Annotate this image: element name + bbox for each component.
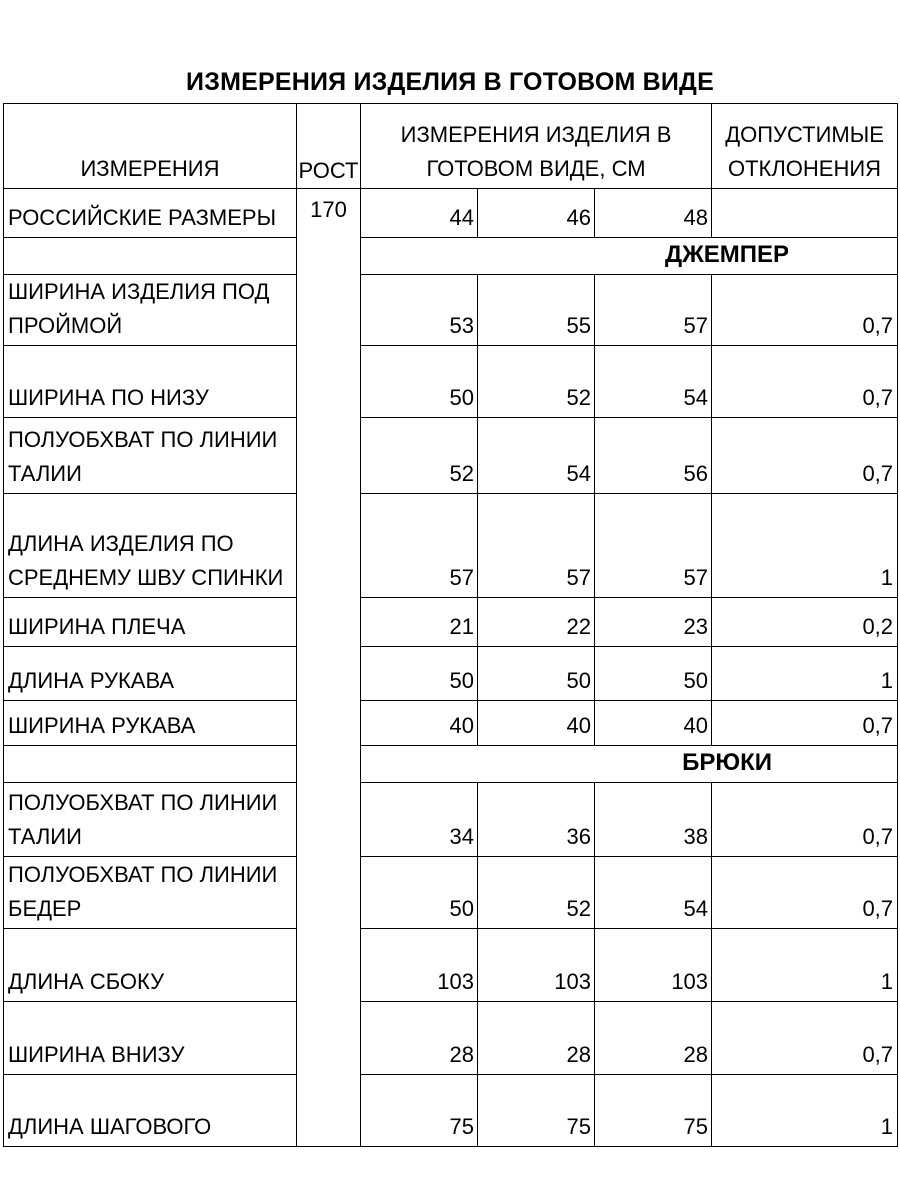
size-46: 46 <box>478 189 595 238</box>
value-cell: 28 <box>595 1002 712 1075</box>
value-cell: 75 <box>595 1075 712 1147</box>
value-cell: 28 <box>361 1002 478 1075</box>
value-cell: 40 <box>478 701 595 746</box>
table-row <box>4 1002 898 1075</box>
row-label: ШИРИНА ПЛЕЧА <box>4 598 297 647</box>
value-cell: 40 <box>595 701 712 746</box>
row-label: ДЛИНА РУКАВА <box>4 647 297 701</box>
value-cell: 75 <box>361 1075 478 1147</box>
row-label: ПОЛУОБХВАТ ПО ЛИНИИ ТАЛИИ <box>4 418 297 494</box>
value-cell: 40 <box>361 701 478 746</box>
row-label: ШИРИНА ВНИЗУ <box>4 1002 297 1075</box>
sizes-row <box>4 189 898 238</box>
value-cell: 50 <box>478 647 595 701</box>
value-cell: 23 <box>595 598 712 647</box>
header-measurements: ИЗМЕРЕНИЯ <box>4 104 297 189</box>
value-cell: 103 <box>478 929 595 1002</box>
value-cell: 54 <box>595 857 712 929</box>
page-title: ИЗМЕРЕНИЯ ИЗДЕЛИЯ В ГОТОВОМ ВИДЕ <box>186 68 714 96</box>
value-cell: 36 <box>478 783 595 857</box>
value-cell: 50 <box>361 647 478 701</box>
row-label: ДЛИНА СБОКУ <box>4 929 297 1002</box>
section-row <box>4 238 898 275</box>
section-title-trousers: БРЮКИ <box>361 746 898 783</box>
table-row <box>4 701 898 746</box>
tolerance-cell: 0,2 <box>712 598 898 647</box>
tolerance-cell: 0,7 <box>712 783 898 857</box>
table-row <box>4 275 898 346</box>
value-cell: 55 <box>478 275 595 346</box>
tolerance-cell: 1 <box>712 1075 898 1147</box>
table-row <box>4 598 898 647</box>
value-cell: 54 <box>478 418 595 494</box>
value-cell: 50 <box>361 346 478 418</box>
value-cell: 53 <box>361 275 478 346</box>
value-cell: 57 <box>478 494 595 598</box>
value-cell: 57 <box>595 494 712 598</box>
value-cell: 34 <box>361 783 478 857</box>
tolerance-cell: 0,7 <box>712 701 898 746</box>
section-empty-cell <box>4 746 297 783</box>
section-row <box>4 746 898 783</box>
measurements-table <box>3 103 898 1147</box>
value-cell: 57 <box>361 494 478 598</box>
tolerance-cell: 0,7 <box>712 418 898 494</box>
row-label: ДЛИНА ШАГОВОГО <box>4 1075 297 1147</box>
table-row <box>4 418 898 494</box>
size-44: 44 <box>361 189 478 238</box>
row-label: ДЛИНА ИЗДЕЛИЯ ПО СРЕДНЕМУ ШВУ СПИНКИ <box>4 494 297 598</box>
sizes-row-label: РОССИЙСКИЕ РАЗМЕРЫ <box>4 189 297 238</box>
table-row <box>4 1075 898 1147</box>
tolerance-cell: 1 <box>712 929 898 1002</box>
value-cell: 75 <box>478 1075 595 1147</box>
table-row <box>4 783 898 857</box>
tolerance-cell: 0,7 <box>712 857 898 929</box>
table-row <box>4 857 898 929</box>
tolerance-cell: 1 <box>712 494 898 598</box>
row-label: ПОЛУОБХВАТ ПО ЛИНИИ ТАЛИИ <box>4 783 297 857</box>
tolerance-cell: 0,7 <box>712 346 898 418</box>
tolerance-cell: 0,7 <box>712 275 898 346</box>
value-cell: 21 <box>361 598 478 647</box>
value-cell: 50 <box>361 857 478 929</box>
value-cell: 22 <box>478 598 595 647</box>
table-row <box>4 494 898 598</box>
value-cell: 54 <box>595 346 712 418</box>
row-label: ШИРИНА ИЗДЕЛИЯ ПОД ПРОЙМОЙ <box>4 275 297 346</box>
value-cell: 28 <box>478 1002 595 1075</box>
tolerance-cell: 1 <box>712 647 898 701</box>
table-header-row <box>4 104 898 189</box>
size-48: 48 <box>595 189 712 238</box>
value-cell: 52 <box>478 346 595 418</box>
table-row <box>4 929 898 1002</box>
value-cell: 103 <box>361 929 478 1002</box>
row-label: ШИРИНА РУКАВА <box>4 701 297 746</box>
sizes-row-empty <box>712 189 898 238</box>
header-rost: РОСТ <box>297 104 361 189</box>
value-cell: 52 <box>478 857 595 929</box>
header-finished-measurements: ИЗМЕРЕНИЯ ИЗДЕЛИЯ В ГОТОВОМ ВИДЕ, СМ <box>361 104 712 189</box>
tolerance-cell: 0,7 <box>712 1002 898 1075</box>
value-cell: 52 <box>361 418 478 494</box>
table-row <box>4 647 898 701</box>
value-cell: 38 <box>595 783 712 857</box>
table-row <box>4 346 898 418</box>
rost-value: 170 <box>297 189 361 1147</box>
value-cell: 103 <box>595 929 712 1002</box>
value-cell: 57 <box>595 275 712 346</box>
section-empty-cell <box>4 238 297 275</box>
value-cell: 50 <box>595 647 712 701</box>
value-cell: 56 <box>595 418 712 494</box>
row-label: ШИРИНА ПО НИЗУ <box>4 346 297 418</box>
header-tolerances: ДОПУСТИМЫЕ ОТКЛОНЕНИЯ <box>712 104 898 189</box>
section-title-jumper: ДЖЕМПЕР <box>361 238 898 275</box>
row-label: ПОЛУОБХВАТ ПО ЛИНИИ БЕДЕР <box>4 857 297 929</box>
